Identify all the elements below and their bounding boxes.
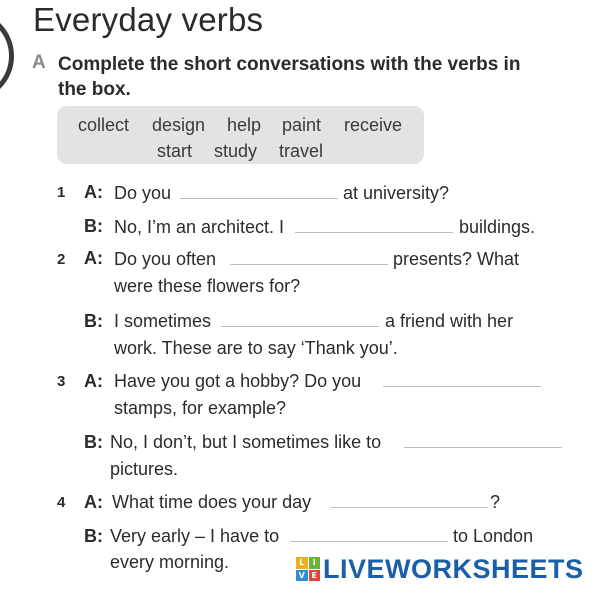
q1-b-text-post: buildings.: [459, 217, 536, 237]
word-design: design: [152, 115, 206, 135]
q2-a-text-post: presents? What: [393, 249, 520, 269]
question-number: 3: [57, 373, 66, 390]
q2-b-text-post: a friend with her: [385, 311, 514, 331]
speaker-a-label: A:: [84, 248, 103, 268]
decorative-arc: [0, 10, 14, 102]
q1-b-answer-blank[interactable]: [295, 232, 453, 233]
word-box: [57, 106, 424, 164]
q3-a-answer-blank[interactable]: [383, 386, 541, 387]
word-travel: travel: [279, 141, 324, 161]
liveworksheets-logo-icon: [296, 557, 320, 581]
q2-b-answer-blank[interactable]: [221, 326, 379, 327]
q2-a-text-pre: Do you often: [114, 249, 217, 269]
question-number: 2: [57, 251, 66, 268]
speaker-b-label: B:: [84, 526, 103, 546]
word-receive: receive: [344, 115, 403, 135]
speaker-b-label: B:: [84, 311, 103, 331]
logo-icon-letter: L: [296, 557, 308, 569]
logo-icon-letter: E: [309, 570, 321, 582]
word-help: help: [227, 115, 262, 135]
word-paint: paint: [282, 115, 322, 135]
q1-a-text-pre: Do you: [114, 183, 172, 203]
q2-a-answer-blank[interactable]: [230, 264, 388, 265]
q3-a-text-line2: stamps, for example?: [114, 398, 287, 418]
q3-b-text-pre: No, I don’t, but I sometimes like to: [110, 432, 382, 452]
q1-a-text-post: at university?: [343, 183, 450, 203]
q2-b-text-pre: I sometimes: [114, 311, 212, 331]
q3-a-text-pre: Have you got a hobby? Do you: [114, 371, 362, 391]
speaker-b-label: B:: [84, 216, 103, 236]
liveworksheets-logo: [296, 554, 584, 584]
speaker-a-label: A:: [84, 182, 103, 202]
word-start: start: [157, 141, 193, 161]
q4-b-text-line2: every morning.: [110, 552, 230, 572]
q4-b-text-pre: Very early – I have to: [110, 526, 280, 546]
question-number: 4: [57, 494, 66, 511]
logo-text: LIVEWORKSHEETS: [323, 553, 584, 584]
word-collect: collect: [78, 115, 130, 135]
q4-b-answer-blank[interactable]: [290, 541, 448, 542]
instruction-text: Complete the short conversations with the verbs in the box.: [58, 54, 521, 100]
logo-icon-letter: I: [309, 557, 321, 569]
q4-b-text-post: to London: [453, 526, 534, 546]
page-title: Everyday verbs: [33, 1, 264, 38]
section-letter: A: [32, 52, 46, 73]
q1-b-text-pre: No, I’m an architect. I: [114, 217, 285, 237]
speaker-b-label: B:: [84, 432, 103, 452]
q1-a-answer-blank[interactable]: [180, 198, 338, 199]
q4-a-text-pre: What time does your day: [112, 492, 312, 512]
speaker-a-label: A:: [84, 492, 103, 512]
q2-a-text-line2: were these flowers for?: [114, 276, 301, 296]
word-study: study: [214, 141, 258, 161]
question-number: 1: [57, 184, 66, 201]
q4-a-answer-blank[interactable]: [330, 507, 488, 508]
q2-b-text-line2: work. These are to say ‘Thank you’.: [114, 338, 398, 358]
q3-b-answer-blank[interactable]: [404, 447, 562, 448]
speaker-a-label: A:: [84, 371, 103, 391]
q3-b-text-line2: pictures.: [110, 459, 179, 479]
logo-icon-letter: V: [296, 570, 308, 582]
q4-a-text-post: ?: [490, 492, 501, 512]
